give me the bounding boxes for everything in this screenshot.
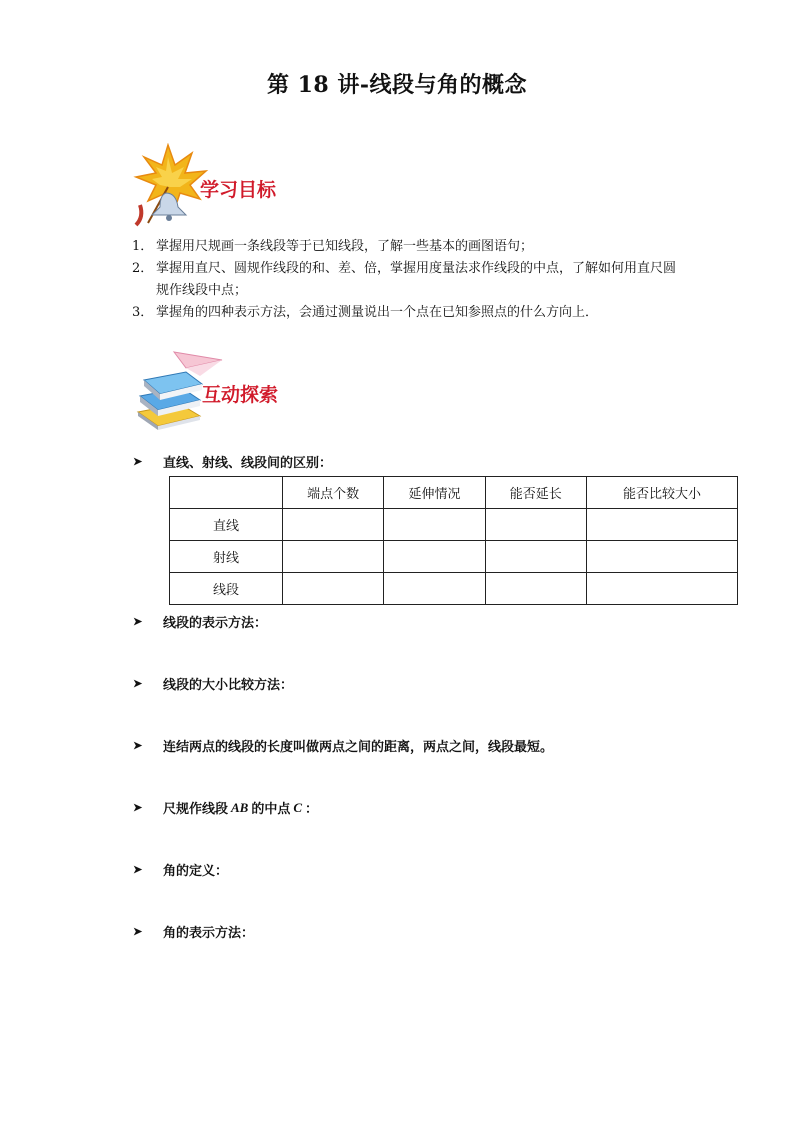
objective-text: 掌握用尺规画一条线段等于已知线段，了解一些基本的画图语句； xyxy=(156,239,534,254)
table-cell xyxy=(384,573,485,605)
table-cell xyxy=(586,509,737,541)
table-cell xyxy=(283,541,384,573)
bullet-text: 连结两点的线段的长度叫做两点之间的距离，两点之间，线段最短。 xyxy=(163,740,554,755)
table-row xyxy=(170,573,738,605)
table-header-cell: 延伸情况 xyxy=(384,477,485,509)
bullet-angle-definition xyxy=(133,860,228,879)
comparison-table xyxy=(169,476,738,605)
explore-banner-label: 互动探索 xyxy=(202,384,279,406)
table-cell xyxy=(485,573,586,605)
objective-item xyxy=(132,258,692,302)
table-cell xyxy=(586,573,737,605)
table-row-label: 线段 xyxy=(170,573,283,605)
objective-number: 1． xyxy=(132,239,154,254)
table-cell xyxy=(384,541,485,573)
table-row-label: 射线 xyxy=(170,541,283,573)
bullet-text: 线段的表示方法： xyxy=(163,616,268,631)
table-cell xyxy=(384,509,485,541)
bullet-distance xyxy=(133,736,553,755)
objective-number: 3． xyxy=(132,305,154,320)
bullet-arrow-icon: ➤ xyxy=(133,615,143,628)
table-header-cell xyxy=(170,477,283,509)
objectives-list xyxy=(132,236,692,324)
table-header-row xyxy=(170,477,738,509)
objective-item xyxy=(132,236,692,258)
bullet-text: 角的表示方法： xyxy=(163,926,255,941)
page-title: 第 18 讲-线段与角的概念 xyxy=(266,72,528,98)
bullet-segment-compare xyxy=(133,674,293,693)
interactive-explore-banner xyxy=(130,350,300,432)
table-header-cell: 能否比较大小 xyxy=(586,477,737,509)
bullet-midpoint-construction xyxy=(133,798,318,817)
bullet-line-comparison xyxy=(133,452,332,471)
table-cell xyxy=(485,509,586,541)
bullet-text: 直线、射线、线段间的区别： xyxy=(163,456,333,471)
bullet-arrow-icon: ➤ xyxy=(133,739,143,752)
learning-banner-label: 学习目标 xyxy=(200,179,277,201)
table-row xyxy=(170,509,738,541)
maple-bell-icon xyxy=(130,143,300,227)
bullet-text-mid: 的中点 xyxy=(251,802,291,817)
bullet-text-pre: 尺规作线段 xyxy=(163,802,229,817)
objective-text: 掌握角的四种表示方法，会通过测量说出一个点在已知参照点的什么方向上． xyxy=(156,305,599,320)
bullet-arrow-icon: ➤ xyxy=(133,801,143,814)
table-row xyxy=(170,541,738,573)
table-header-cell: 端点个数 xyxy=(283,477,384,509)
table-cell xyxy=(485,541,586,573)
bullet-arrow-icon: ➤ xyxy=(133,455,143,468)
bullet-arrow-icon: ➤ xyxy=(133,863,143,876)
segment-variable: AB xyxy=(231,799,249,815)
table-cell xyxy=(283,573,384,605)
bullet-segment-notation xyxy=(133,612,267,631)
bullet-text: 线段的大小比较方法： xyxy=(163,678,294,693)
bullet-text: 角的定义： xyxy=(163,864,229,879)
bullet-angle-notation xyxy=(133,922,254,941)
table-header-cell: 能否延长 xyxy=(485,477,586,509)
table-row-label: 直线 xyxy=(170,509,283,541)
books-icon xyxy=(130,350,300,432)
table-cell xyxy=(283,509,384,541)
objective-text: 掌握用直尺、圆规作线段的和、差、倍，掌握用度量法求作线段的中点，了解如何用直尺圆规作线段中点； xyxy=(156,261,677,298)
objective-item xyxy=(132,302,692,324)
bullet-text-post: ： xyxy=(305,802,319,817)
table-cell xyxy=(586,541,737,573)
bullet-arrow-icon: ➤ xyxy=(133,677,143,690)
bullet-arrow-icon: ➤ xyxy=(133,925,143,938)
learning-objectives-banner xyxy=(130,143,300,227)
point-variable: C xyxy=(293,799,303,815)
objective-number: 2． xyxy=(132,261,154,276)
